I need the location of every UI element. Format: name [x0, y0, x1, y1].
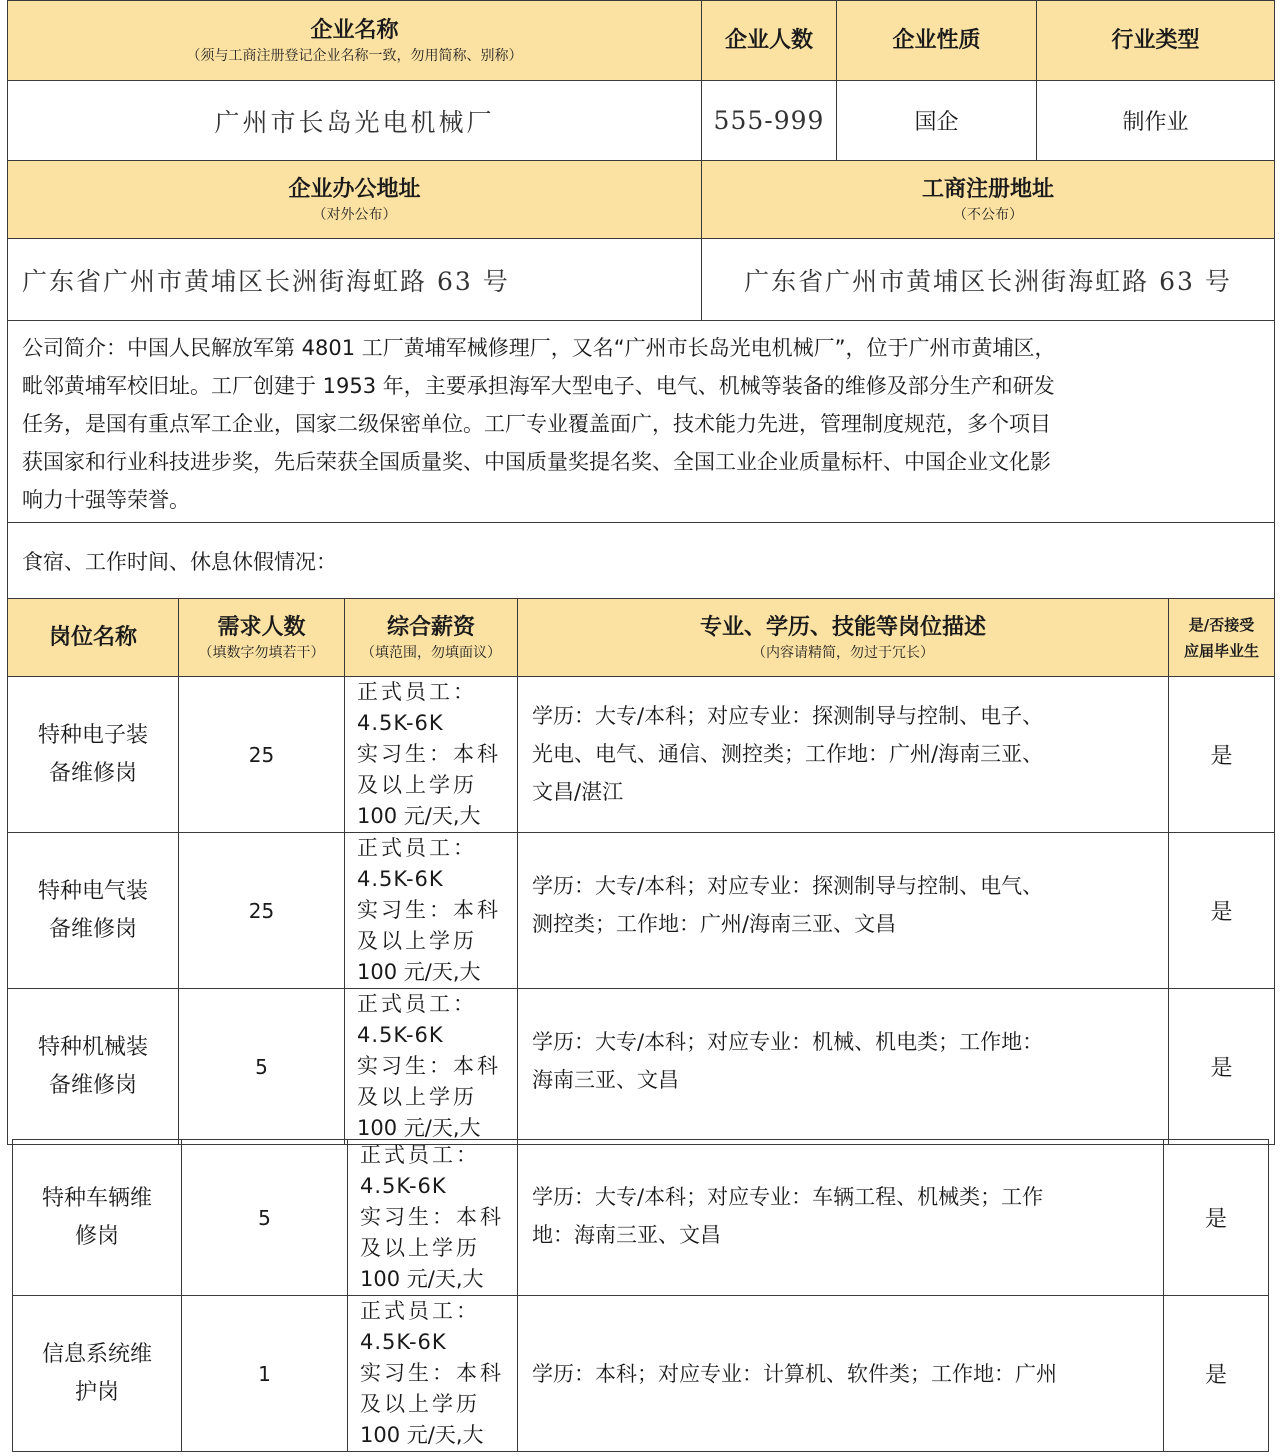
- intro-line: 毗邻黄埔军校旧址。工厂创建于 1953 年，主要承担海军大型电子、电气、机械等装备的维修及部分生产和研发: [22, 374, 1055, 398]
- staff-header: 企业人数: [702, 1, 837, 81]
- salary-line: 4.5K-6K: [357, 711, 444, 735]
- salary-line: 及以上学历: [360, 1392, 480, 1416]
- desc-line: 文昌/湛江: [532, 780, 624, 804]
- company-name-header-cell: [8, 1, 702, 81]
- desc-header: 专业、学历、技能等岗位描述: [699, 614, 986, 640]
- position-name: [8, 833, 179, 989]
- salary-line: 实习生：本科: [360, 1205, 504, 1229]
- salary-line: 100 元/天,大: [360, 1423, 484, 1447]
- job-description: [518, 833, 1169, 989]
- company-name-value: 广州市长岛光电机械厂: [8, 81, 702, 161]
- salary: [345, 989, 518, 1145]
- headcount: 5: [182, 1140, 348, 1296]
- company-name-header: 企业名称: [310, 17, 399, 43]
- salary-line: 及以上学历: [360, 1236, 480, 1260]
- salary-line: 4.5K-6K: [357, 867, 444, 891]
- position-name-line: 特种电气装: [37, 878, 148, 904]
- salary-line: 实习生：本科: [357, 742, 501, 766]
- headcount: 25: [179, 833, 345, 989]
- table-row: [13, 1296, 1269, 1452]
- salary-line: 实习生：本科: [357, 1054, 501, 1078]
- intro-line: 获国家和行业科技进步奖，先后荣获全国质量奖、中国质量奖提名奖、全国工业企业质量标杆、中国企业文化影: [22, 450, 1051, 474]
- salary-line: 实习生：本科: [357, 898, 501, 922]
- salary-line: 正式员工：: [360, 1143, 480, 1167]
- salary-line: 100 元/天,大: [357, 960, 481, 984]
- industry-value: 制作业: [1037, 81, 1275, 161]
- office-address-value: 广东省广州市黄埔区长洲街海虹路 63 号: [8, 239, 702, 321]
- position-name-line: 特种机械装: [37, 1034, 148, 1060]
- position-name: [13, 1140, 182, 1296]
- office-address-header-cell: [8, 161, 702, 239]
- intro-line: 任务，是国有重点军工企业，国家二级保密单位。工厂专业覆盖面广，技术能力先进，管理制度规范，多个项目: [22, 412, 1051, 436]
- desc-line: 地：海南三亚、文昌: [532, 1223, 721, 1247]
- desc-line: 海南三亚、文昌: [532, 1068, 679, 1092]
- count-note: （填数字勿填若干）: [198, 644, 325, 661]
- desc-line: 学历：大专/本科；对应专业：车辆工程、机械类；工作: [532, 1185, 1044, 1209]
- salary: [348, 1140, 518, 1296]
- position-name-line: 备维修岗: [48, 1072, 137, 1098]
- position-name: [13, 1296, 182, 1452]
- salary-line: 及以上学历: [357, 773, 477, 797]
- job-description: [518, 1140, 1164, 1296]
- position-name-line: 特种电子装: [37, 722, 148, 748]
- position-name-line: 备维修岗: [48, 916, 137, 942]
- jobs-table-top: [7, 598, 1275, 1145]
- table-row: [8, 989, 1275, 1145]
- desc-header-cell: [518, 599, 1169, 677]
- position-name: [8, 989, 179, 1145]
- job-description: [518, 1296, 1164, 1452]
- office-address-note: （对外公布）: [312, 206, 397, 223]
- salary-line: 正式员工：: [360, 1299, 480, 1323]
- position-name-line: 信息系统维: [41, 1341, 152, 1367]
- salary: [348, 1296, 518, 1452]
- meals-work-hours-label: 食宿、工作时间、休息休假情况：: [8, 523, 1275, 599]
- count-header: 需求人数: [217, 614, 306, 640]
- desc-line: 学历：大专/本科；对应专业：探测制导与控制、电气、: [532, 874, 1044, 898]
- reg-address-header: 工商注册地址: [921, 176, 1054, 202]
- salary: [345, 833, 518, 989]
- table-row: [8, 677, 1275, 833]
- salary-line: 4.5K-6K: [360, 1330, 447, 1354]
- graduate-header-line: 是/否接受: [1188, 615, 1255, 634]
- company-info-table: [7, 0, 1275, 599]
- staff-value: 555-999: [702, 81, 837, 161]
- industry-header: 行业类型: [1037, 1, 1275, 81]
- position-name-line: 特种车辆维: [41, 1185, 152, 1211]
- jobs-table-bottom: [12, 1139, 1269, 1452]
- table-row: [8, 833, 1275, 989]
- accepts-graduates: 是: [1164, 1140, 1269, 1296]
- nature-header: 企业性质: [837, 1, 1037, 81]
- salary-line: 及以上学历: [357, 1085, 477, 1109]
- position-name-line: 备维修岗: [48, 760, 137, 786]
- desc-line: 学历：大专/本科；对应专业：探测制导与控制、电子、: [532, 704, 1044, 728]
- job-description: [518, 989, 1169, 1145]
- salary-line: 100 元/天,大: [357, 804, 481, 828]
- desc-line: 学历：大专/本科；对应专业：机械、机电类；工作地：: [532, 1030, 1044, 1054]
- office-address-header: 企业办公地址: [288, 176, 421, 202]
- intro-line: 公司简介：中国人民解放军第 4801 工厂黄埔军械修理厂，又名“广州市长岛光电机械厂”，位于广州市黄埔区，: [22, 336, 1056, 360]
- salary-header: 综合薪资: [386, 614, 475, 640]
- salary-header-cell: [345, 599, 518, 677]
- headcount: 1: [182, 1296, 348, 1452]
- reg-address-header-cell: [702, 161, 1275, 239]
- position-name-line: 修岗: [74, 1223, 119, 1249]
- position-header: 岗位名称: [8, 599, 179, 677]
- accepts-graduates: 是: [1169, 677, 1275, 833]
- count-header-cell: [179, 599, 345, 677]
- salary-line: 100 元/天,大: [357, 1116, 481, 1140]
- salary-note: （填范围，勿填面议）: [361, 644, 501, 661]
- accepts-graduates: 是: [1169, 989, 1275, 1145]
- headcount: 25: [179, 677, 345, 833]
- company-name-note: （须与工商注册登记企业名称一致，勿用简称、别称）: [186, 47, 523, 64]
- salary-line: 100 元/天,大: [360, 1267, 484, 1291]
- position-name-line: 护岗: [74, 1379, 119, 1405]
- salary-line: 正式员工：: [357, 836, 477, 860]
- intro-line: 响力十强等荣誉。: [22, 488, 190, 512]
- nature-value: 国企: [837, 81, 1037, 161]
- reg-address-note: （不公布）: [953, 206, 1023, 223]
- job-description: [518, 677, 1169, 833]
- desc-line: 测控类；工作地：广州/海南三亚、文昌: [532, 912, 897, 936]
- salary-line: 正式员工：: [357, 992, 477, 1016]
- accepts-graduates: 是: [1169, 833, 1275, 989]
- table-row: [13, 1140, 1269, 1296]
- graduate-header-cell: [1169, 599, 1275, 677]
- desc-line: 光电、电气、通信、测控类；工作地：广州/海南三亚、: [532, 742, 1044, 766]
- salary-line: 4.5K-6K: [360, 1174, 447, 1198]
- company-intro: [8, 321, 1275, 523]
- position-name: [8, 677, 179, 833]
- graduate-header-line: 应届毕业生: [1183, 641, 1259, 660]
- salary-line: 实习生：本科: [360, 1361, 504, 1385]
- salary-line: 4.5K-6K: [357, 1023, 444, 1047]
- salary-line: 正式员工：: [357, 680, 477, 704]
- salary-line: 及以上学历: [357, 929, 477, 953]
- reg-address-value: 广东省广州市黄埔区长洲街海虹路 63 号: [702, 239, 1275, 321]
- desc-note: （内容请精简，勿过于冗长）: [752, 644, 934, 661]
- accepts-graduates: 是: [1164, 1296, 1269, 1452]
- salary: [345, 677, 518, 833]
- headcount: 5: [179, 989, 345, 1145]
- desc-line: 学历：本科；对应专业：计算机、软件类；工作地：广州: [532, 1361, 1057, 1386]
